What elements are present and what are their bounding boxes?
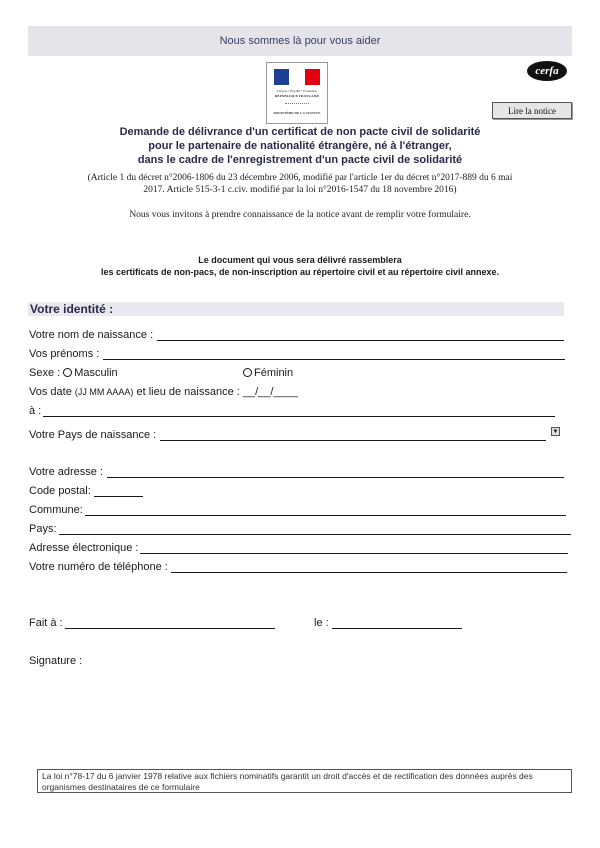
phone-field[interactable] bbox=[171, 572, 567, 573]
signed-at-label: Fait à : bbox=[29, 617, 63, 629]
birth-date-suffix: et lieu de naissance : __/__/____ bbox=[136, 386, 298, 398]
signed-date-field[interactable] bbox=[332, 628, 462, 629]
privacy-notice bbox=[37, 769, 572, 793]
legal-reference bbox=[20, 172, 580, 196]
signed-at-field[interactable] bbox=[65, 628, 275, 629]
document-note-line-2: les certificats de non-pacs, de non-inscription au répertoire civil et au répertoire civil annexe. bbox=[100, 267, 500, 277]
logo-republic: RÉPUBLIQUE FRANÇAISE bbox=[274, 94, 320, 98]
birth-place-field[interactable] bbox=[43, 416, 555, 417]
birth-country-field[interactable] bbox=[160, 440, 546, 441]
first-names-label: Vos prénoms : bbox=[29, 348, 100, 360]
address-label: Votre adresse : bbox=[29, 466, 103, 478]
female-option bbox=[243, 367, 293, 379]
document-note bbox=[20, 254, 580, 278]
first-names-field[interactable] bbox=[103, 359, 565, 360]
signature-label: Signature : bbox=[29, 655, 83, 667]
legal-reference-line-1: (Article 1 du décret n°2006-1806 du 23 décembre 2006, modifié par l'article 1er du décret n°2017-889 du 6 mai bbox=[87, 173, 513, 183]
marianne-flag-icon bbox=[274, 69, 320, 85]
postal-code-field[interactable] bbox=[94, 496, 143, 497]
postal-code-label: Code postal: bbox=[29, 485, 91, 497]
male-label: Masculin bbox=[74, 367, 118, 379]
cerfa-logo bbox=[527, 61, 567, 81]
ministry-justice-logo bbox=[266, 62, 328, 124]
chevron-down-icon[interactable]: ▼ bbox=[552, 428, 559, 435]
birth-place-label: à : bbox=[29, 405, 42, 417]
sex-row bbox=[29, 367, 118, 379]
country-label: Pays: bbox=[29, 523, 57, 535]
birth-name-label: Votre nom de naissance : bbox=[29, 329, 154, 341]
logo-divider bbox=[285, 103, 309, 104]
address-field[interactable] bbox=[107, 477, 564, 478]
title-line-1: Demande de délivrance d'un certificat de non pacte civil de solidarité bbox=[119, 126, 481, 138]
phone-label: Votre numéro de téléphone : bbox=[29, 561, 168, 573]
city-label: Commune: bbox=[29, 504, 83, 516]
city-field[interactable] bbox=[85, 515, 566, 516]
identity-section-title: Votre identité : bbox=[30, 302, 114, 316]
title-line-3: dans le cadre de l'enregistrement d'un pacte civil de solidarité bbox=[137, 154, 463, 166]
logo-ministry: MINISTÈRE DE LA JUSTICE bbox=[273, 111, 321, 115]
birth-date-format: (JJ MM AAAA) bbox=[74, 387, 134, 397]
female-radio[interactable] bbox=[243, 368, 252, 377]
title-line-2: pour le partenaire de nationalité étrangère, né à l'étranger, bbox=[148, 140, 452, 152]
privacy-notice-text: La loi n°78-17 du 6 janvier 1978 relative aux fichiers nominatifs garantit un droit d'accès et de rectification des données auprès des organismes destinataires de ce formulaire bbox=[42, 771, 533, 792]
birth-name-field[interactable] bbox=[157, 340, 564, 341]
read-notice-label: Lire la notice bbox=[508, 105, 556, 116]
logo-motto: Liberté • Égalité • Fraternité bbox=[277, 89, 317, 93]
document-note-line-1: Le document qui vous sera délivré rassemblera bbox=[198, 255, 402, 265]
birth-date-prefix: Vos date bbox=[29, 386, 72, 398]
help-banner bbox=[28, 26, 572, 56]
country-field[interactable] bbox=[59, 534, 571, 535]
birth-country-label: Votre Pays de naissance : bbox=[29, 429, 157, 441]
read-notice-button[interactable] bbox=[492, 102, 572, 119]
help-banner-text: Nous sommes là pour vous aider bbox=[219, 35, 381, 47]
male-radio[interactable] bbox=[63, 368, 72, 377]
signed-date-label: le : bbox=[314, 617, 329, 629]
notice-invitation: Nous vous invitons à prendre connaissance de la notice avant de remplir votre formulaire. bbox=[129, 210, 471, 220]
email-label: Adresse électronique : bbox=[29, 542, 139, 554]
birth-date-row[interactable] bbox=[29, 386, 298, 398]
sex-label: Sexe : bbox=[29, 367, 61, 379]
email-field[interactable] bbox=[140, 553, 568, 554]
identity-section-header bbox=[28, 302, 564, 316]
cerfa-logo-text: cerfa bbox=[535, 65, 559, 77]
female-label: Féminin bbox=[254, 367, 294, 379]
legal-reference-line-2: 2017. Article 515-3-1 c.civ. modifié par la loi n°2016-1547 du 18 novembre 2016) bbox=[143, 185, 457, 195]
form-title bbox=[20, 125, 580, 167]
